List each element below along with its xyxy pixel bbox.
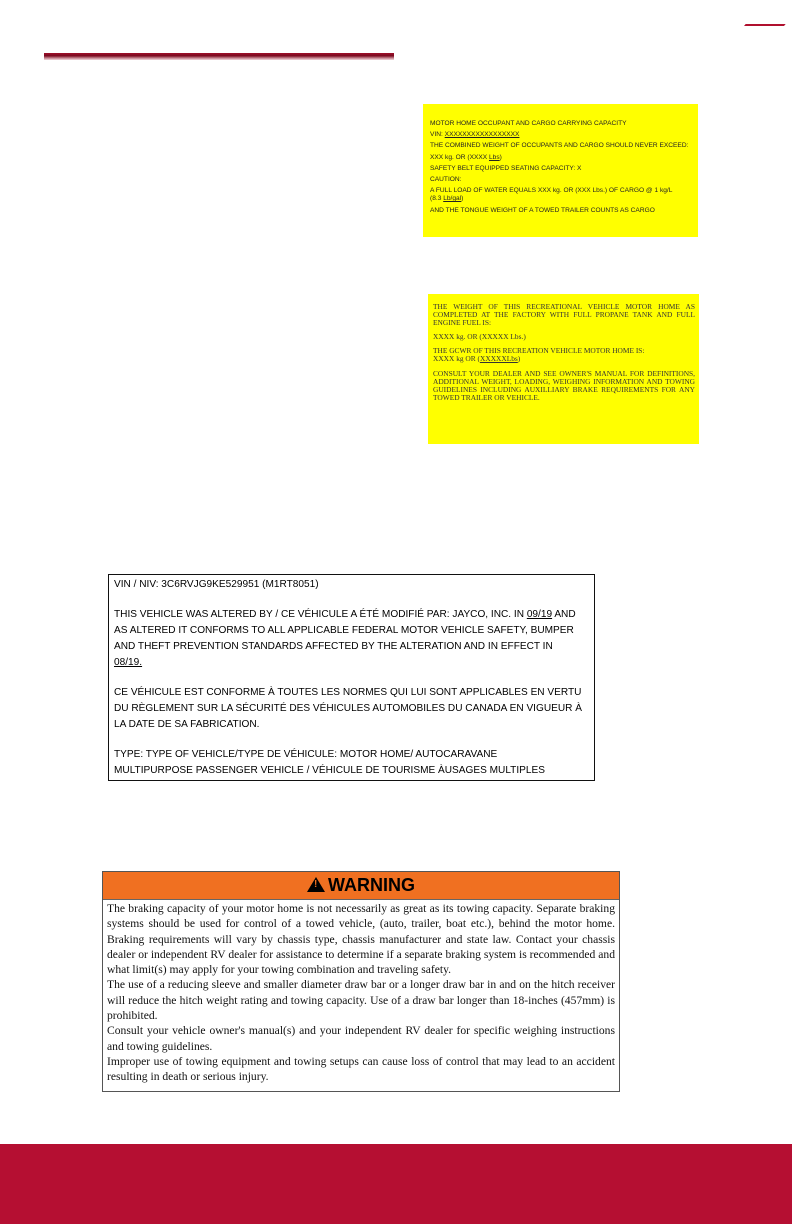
corner-decoration (744, 0, 792, 26)
label-title: MOTOR HOME OCCUPANT AND CARGO CARRYING CAPACITY (430, 120, 627, 127)
footer-band (0, 1144, 792, 1224)
certification-label (108, 574, 595, 781)
occupant-cargo-capacity-label (423, 104, 698, 237)
warning-body (107, 901, 615, 1085)
warning-paragraph: Consult your vehicle owner's manual(s) and your independent RV dealer for specific weighing instructions and towing guidelines. (107, 1024, 615, 1053)
weight-value: XXX kg. OR (XXXX Lbs) (430, 153, 502, 161)
warning-paragraph: The braking capacity of your motor home is not necessarily as great as its towing capacity. Separate braking systems should be used for control of a towed vehicle, (auto, trailer, boat etc.), behind the motor home. Braking requirements will vary by chassis type, chassis manufacturer and state law. Contact your chassis dealer or independent RV dealer for assistance to determine if a separate braking system is recommended and what limit(s) may apply for your towing combination and traveling safety. (107, 902, 615, 977)
weight-statement: THE WEIGHT OF THIS RECREATIONAL VEHICLE MOTOR HOME AS COMPLETED AT THE FACTORY WITH FULL PROPANE TANK AND FULL ENGINE FUEL IS: (433, 302, 695, 328)
warning-paragraph: The use of a reducing sleeve and smaller diameter draw bar or a longer draw bar in and on the hitch receiver will reduce the hitch weight rating and towing capacity. Use of a draw bar longer than 18-inches (457mm) is prohibited. (107, 978, 615, 1023)
warning-header (103, 872, 619, 900)
vin-label: VIN: (430, 131, 443, 139)
combined-weight-text: THE COMBINED WEIGHT OF OCCUPANTS AND CARGO SHOULD NEVER EXCEED: (430, 142, 689, 150)
vehicle-type: TYPE: TYPE OF VEHICLE/TYPE DE VÉHICULE: MOTOR HOME/ AUTOCARAVANE MULTIPURPOSE PASSENGER VEHICLE / VÉHICULE DE TOURISME ÀUSAGES MULTIPLES (114, 749, 545, 776)
water-load-text: A FULL LOAD OF WATER EQUALS XXX kg. OR (XXX Lbs.) OF CARGO @ 1 kg/L (8.3 Lb/gal) (430, 187, 673, 203)
towing-warning-box (102, 871, 620, 1092)
gcwr-text: THE GCWR OF THIS RECREATION VEHICLE MOTOR HOME IS: XXXX kg OR (XXXXXLbs) (433, 346, 645, 364)
consult-text: CONSULT YOUR DEALER AND SEE OWNER'S MANUAL FOR DEFINITIONS, ADDITIONAL WEIGHT, LOADING, WEIGHING INFORMATION AND TOWING GUIDELINES INCLUDING AUXILLIARY BRAKE REQUIREMENTS FOR ANY TOWED TRAILER OR VEHICLE. (433, 368, 695, 402)
seating-capacity: SAFETY BELT EQUIPPED SEATING CAPACITY: X (430, 164, 582, 172)
warning-paragraph: Improper use of towing equipment and towing setups can cause loss of control that may lead to an accident resulting in death or serious injury. (107, 1054, 615, 1084)
caution-heading: CAUTION: (430, 176, 462, 184)
warning-heading: WARNING (328, 875, 415, 895)
altered-statement: THIS VEHICLE WAS ALTERED BY / CE VÉHICULE A ÉTÉ MODIFIÉ PAR: JAYCO, INC. IN 09/19 AND AS ALTERED IT CONFORMS TO ALL APPLICABLE FEDERAL MOTOR VEHICLE SAFETY, BUMPER AND THEFT PREVENTION STANDARDS AFFECTED BY THE ALTERATION AND IN EFFECT IN 08/19. (114, 609, 576, 668)
vin-value: XXXXXXXXXXXXXXXXX (444, 131, 520, 139)
warning-triangle-icon (307, 877, 325, 892)
vin-line (430, 131, 692, 139)
tongue-weight-text: AND THE TONGUE WEIGHT OF A TOWED TRAILER COUNTS AS CARGO (430, 206, 655, 214)
french-statement: CE VÉHICULE EST CONFORME À TOUTES LES NORMES QUI LUI SONT APPLICABLES EN VERTU DU RÈGLEMENT SUR LA SÉCURITÉ DES VÉHICULES AUTOMOBILES DU CANADA EN VIGUEUR À LA DATE DE SA FABRICATION. (114, 687, 582, 730)
weight-value: XXXX kg. OR (XXXXX Lbs.) (433, 332, 526, 342)
header-rule (44, 53, 394, 60)
vin-niv: VIN / NIV: 3C6RVJG9KE529951 (M1RT8051) (114, 579, 319, 590)
vehicle-weight-label (428, 294, 699, 444)
